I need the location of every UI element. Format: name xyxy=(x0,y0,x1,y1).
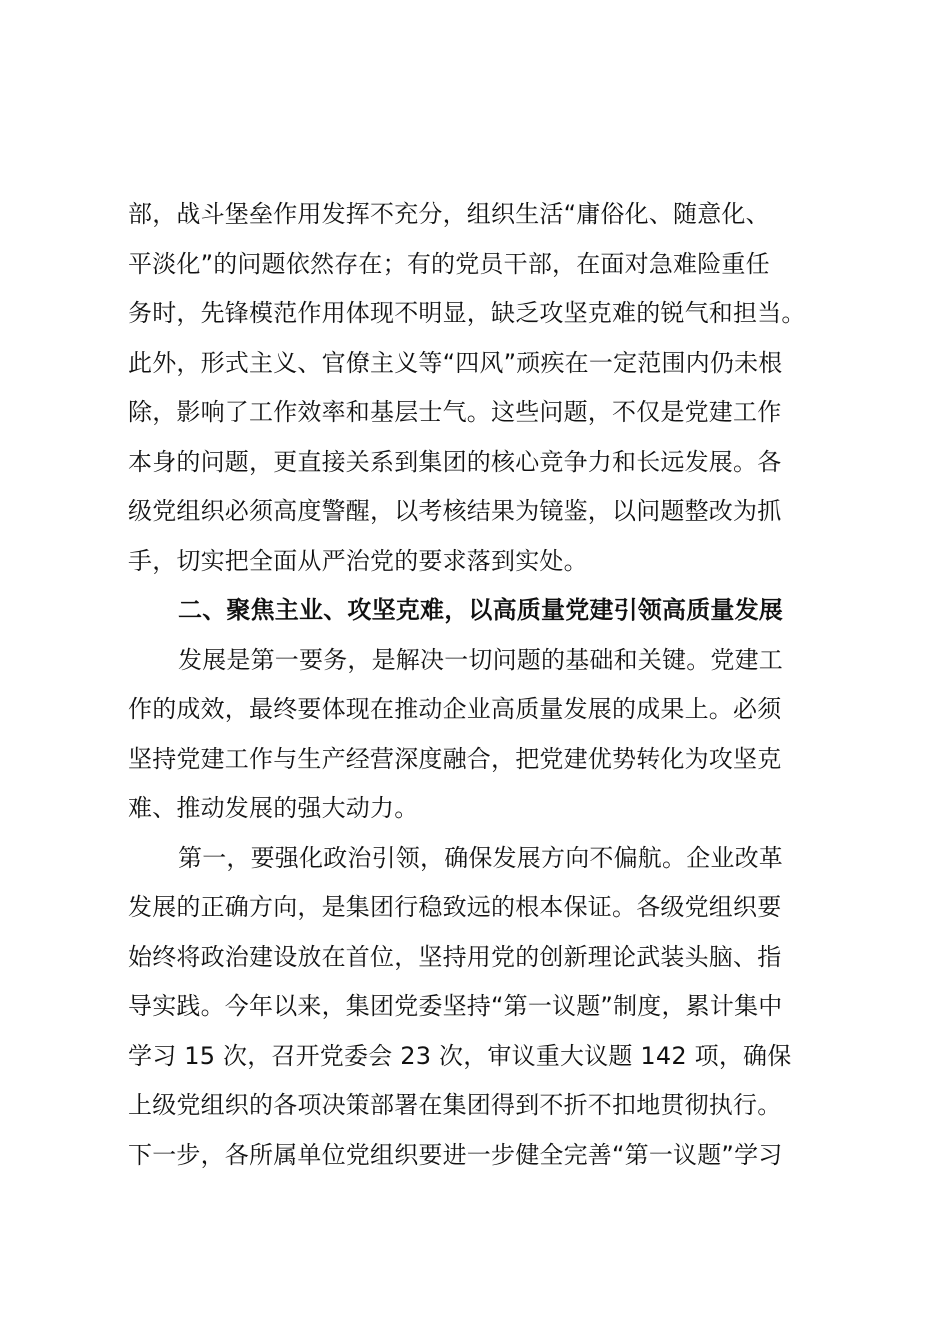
text-line: 始终将政治建设放在首位，坚持用党的创新理论武装头脑、指 xyxy=(128,942,782,971)
text-line: 难、推动发展的强大动力。 xyxy=(128,794,419,822)
text-line: 作的成效，最终要体现在推动企业高质量发展的成果上。必须 xyxy=(128,695,782,723)
text-line: 务时，先锋模范作用体现不明显，缺乏攻坚克难的锐气和担当。 xyxy=(128,299,806,327)
text-line: 发展是第一要务，是解决一切问题的基础和关键。党建工 xyxy=(178,645,783,674)
text-line: 平淡化”的问题依然存在；有的党员干部，在面对急难险重任 xyxy=(128,249,770,278)
text-line: 此外，形式主义、官僚主义等“四风”顽疾在一定范围内仍未根 xyxy=(128,348,783,377)
text-line: 坚持党建工作与生产经营深度融合，把党建优势转化为攻坚克 xyxy=(128,744,782,773)
text-line: 手，切实把全面从严治党的要求落到实处。 xyxy=(128,546,588,575)
section-heading: 二、聚焦主业、攻坚克难，以高质量党建引领高质量发展 xyxy=(178,596,783,624)
text-line: 学习 15 次，召开党委会 23 次，审议重大议题 142 项，确保 xyxy=(128,1041,792,1070)
text-line: 第一，要强化政治引领，确保发展方向不偏航。企业改革 xyxy=(178,843,783,872)
text-line: 本身的问题，更直接关系到集团的核心竞争力和长远发展。各 xyxy=(128,447,782,476)
document-body xyxy=(128,190,828,1180)
text-line: 导实践。今年以来，集团党委坚持“第一议题”制度，累计集中 xyxy=(128,992,783,1020)
text-line: 上级党组织的各项决策部署在集团得到不折不扣地贯彻执行。 xyxy=(128,1091,782,1119)
text-line: 部，战斗堡垒作用发挥不充分，组织生活“庸俗化、随意化、 xyxy=(128,200,770,228)
text-line: 下一步，各所属单位党组织要进一步健全完善“第一议题”学习 xyxy=(128,1140,783,1169)
text-line: 除，影响了工作效率和基层士气。这些问题，不仅是党建工作 xyxy=(128,398,782,426)
text-line: 发展的正确方向，是集团行稳致远的根本保证。各级党组织要 xyxy=(128,893,782,921)
text-line: 级党组织必须高度警醒，以考核结果为镜鉴，以问题整改为抓 xyxy=(128,497,782,525)
